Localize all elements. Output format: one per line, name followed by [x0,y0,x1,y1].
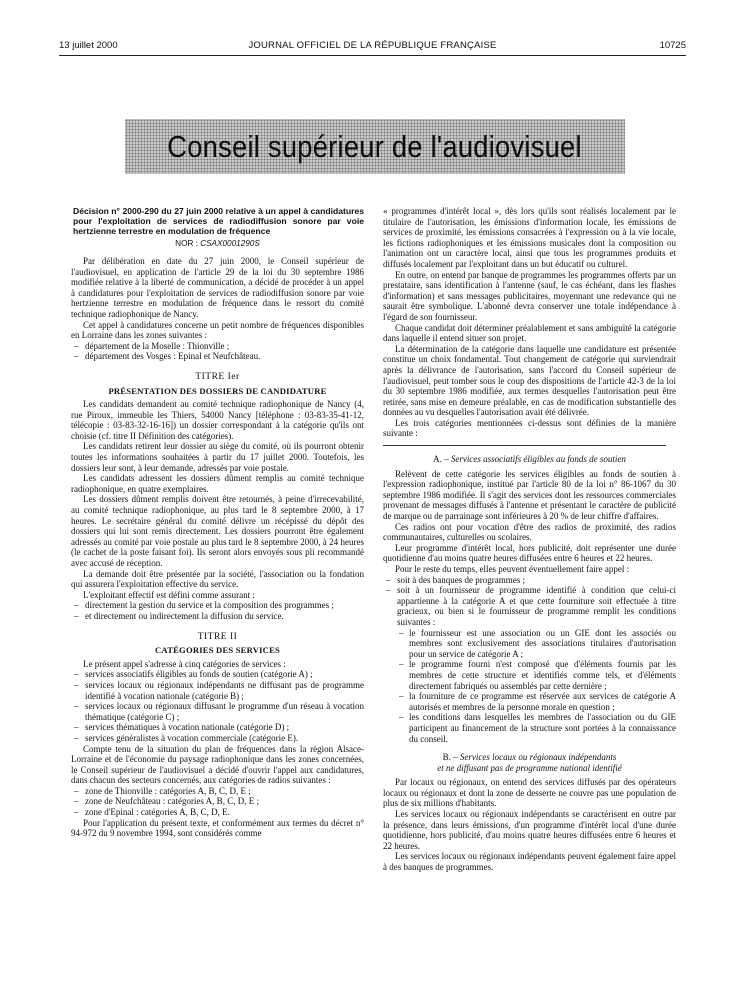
section-a-heading [383,454,676,465]
list-item: – zone de Neufchâteau : catégories A, B, C, D, E ; [71,796,364,807]
nor-reference [71,239,364,250]
body-paragraph: Pour l'application du présent texte, et conformément aux termes du décret n° 94-972 du 9 novembre 1994, sont considérés comme [71,817,364,839]
right-column [383,206,676,873]
running-head [59,40,686,54]
body-paragraph: Le présent appel s'adresse à cinq catégories de services : [83,658,286,669]
list-item: – services locaux ou régionaux diffusant le programme d'un réseau à vocation thématique (catégorie C) ; [71,701,364,722]
section-a-sublist [383,628,676,745]
list-item: – services généralistes à vocation commerciale (catégorie E). [71,733,364,744]
section-a-prefix: A. – [433,454,449,465]
list-item: – services locaux ou régionaux indépendants ne diffusant pas de programme identifié à vocation nationale (catégorie B) ; [71,680,364,701]
page-number: 10725 [659,40,686,51]
zones-list [71,341,364,362]
titre-2-name: CATÉGORIES DES SERVICES [155,645,280,656]
header-rule [59,55,686,56]
decision-title: Décision n° 2000-290 du 27 juin 2000 relative à un appel à candidatures pour l'exploitation de services de radiodiffusion sonore par voie hertzienne terrestre en modulation de fréquence [73,206,364,236]
zone-categories-list [71,786,364,818]
categories-list [71,669,364,743]
banner-title: Conseil supérieur de l'audiovisuel [167,128,583,164]
list-item: – directement la gestion du service et la composition des programmes ; [71,600,364,611]
body-paragraph: Leur programme d'intérêt local, hors publicité, doit représenter une durée quotidienne d'au moins quatre heures diffusées entre 6 heures et 22 heures. [383,542,676,564]
section-a-list [383,575,676,628]
list-item: – soit à un fournisseur de programme identifié à condition que celui-ci appartienne à la catégorie A et que cette fourniture soit effectuée à titre gracieux, ou bien si le fournisseur de programme remplit les conditions suivantes : [383,585,676,627]
journal-title: JOURNAL OFFICIEL DE LA RÉPUBLIQUE FRANÇAISE [248,40,497,51]
issue-date: 13 juillet 2000 [59,40,118,51]
body-paragraph: Les candidats demandent au comité technique radiophonique de Nancy (4, rue Piroux, immeuble les Thiers, 54000 Nancy [téléphone : 03-83-35-41-12, télécopie : 03-83-32-16-16]) un dossier correspondant à la catégorie qu'ils ont choisie (cf. titre II Définition des catégories). [71,399,364,441]
intro-paragraph: Par délibération en date du 27 juin 2000, le Conseil supérieur de l'audiovisuel, en application de l'article 29 de la loi du 30 septembre 1986 modifiée relative à la liberté de communication, a décidé de procéder à un appel à candidatures pour l'exploitation de services de radiodiffusion sonore par voie hertzienne terrestre en modulation de fréquence dans le ressort du comité technique radiophonique de Nancy. [71,255,364,319]
list-item: – la fourniture de ce programme est réservée aux services de catégorie A autorisés et membres de la personne morale en question ; [383,691,676,712]
list-item: – zone d'Epinal : catégories A, B, C, D, E. [71,807,364,818]
body-paragraph: Les candidats adressent les dossiers dûment remplis au comité technique radiophonique, en quatre exemplaires. [71,473,364,494]
body-paragraph: La demande doit être présentée par la société, l'association ou la fondation qui assurera l'exploitation effective du service. [71,568,364,590]
list-item: – soit à des banques de programmes ; [383,575,676,586]
list-item: – et directement ou indirectement la diffusion du service. [71,611,364,622]
body-paragraph: « programmes d'intérêt local », dès lors qu'ils sont réalisés localement par le titulaire de l'autorisation, les émissions d'information locale, les émissions de services de proximité, les émissions consacrées à l'expression ou à la vie locale, les fictions radiophoniques et les émissions musicales dont la composition ou l'animation ont un caractère local, ainsi que tous les programmes produits et diffusés localement par l'exploitant dans un but éducatif ou culturel. [383,206,676,269]
left-column [71,207,364,839]
body-paragraph: Pour le reste du temps, elles peuvent éventuellement faire appel : [395,564,630,574]
body-paragraph: Par locaux ou régionaux, on entend des services diffusés par des opérateurs locaux ou régionaux et dont la zone de desserte ne couvre pas une population de plus de six millions d'habitants. [383,777,676,809]
section-b-prefix: B. – [442,752,458,763]
list-item: – services thématiques à vocation nationale (catégorie D) ; [71,722,364,733]
body-paragraph: En outre, on entend par banque de programmes les programmes offerts par un prestataire, sans identification à l'antenne (sauf, le cas échéant, dans les flashes d'information) et sans messages publicitaires, moyennant une redevance qui ne saurait être symbolique. L'abonné devra conserver une totale indépendance à l'égard de son fournisseur. [383,269,676,322]
body-paragraph: Compte tenu de la situation du plan de fréquences dans la région Alsace-Lorraine et de l'économie du paysage radiophonique dans les zones concernées, le Conseil supérieur de l'audiovisuel a décidé d'ouvrir l'appel aux candidatures, dans chacun des secteurs concernés, aux catégories de radios suivantes : [71,743,364,786]
section-b-title-line2: et ne diffusant pas de programme national identifié [437,762,622,773]
body-paragraph: Les services locaux ou régionaux indépendants peuvent également faire appel à des banques de programmes. [383,851,676,873]
list-item: – département de la Moselle : Thionville ; [71,341,364,352]
list-item: – zone de Thionville : catégories A, B, C, D, E ; [71,786,364,797]
section-rule [383,445,666,446]
exploitant-list [71,600,364,621]
nor-label: NOR : [175,239,198,249]
list-item: – services associatifs éligibles au fonds de soutien (catégorie A) ; [71,669,364,680]
list-item: – département des Vosges : Epinal et Neufchâteau. [71,351,364,362]
list-item: – les conditions dans lesquelles les membres de l'association ou du GIE participent au financement de la structure sont portées à la connaissance du conseil. [383,712,676,744]
body-paragraph: La détermination de la catégorie dans laquelle une candidature est présentée constitue un choix fondamental. Tout changement de catégorie qui surviendrait après la délivrance de l'autorisation, sans l'accord du Conseil supérieur de l'audiovisuel, peut tomber sous le coup des dispositions de l'article 42-3 de la loi du 30 septembre 1986 modifiée, aux termes desquelles l'autorisation peut être retirée, sans mise en demeure préalable, en cas de modification substantielle des données au vu desquelles l'autorisation avait été délivrée. [383,343,676,418]
section-b-heading [383,752,676,773]
body-paragraph: Ces radios ont pour vocation d'être des radios de proximité, des radios communautaires, culturelles ou scolaires. [383,521,676,543]
list-item: – le programme fourni n'est composé que d'éléments fournis par les membres de cette structure et identifiés comme tels, et d'éléments directement fabriqués ou assemblés par cette dernière ; [383,659,676,691]
body-paragraph: Les trois catégories mentionnées ci-dessus sont définies de la manière suivante : [383,417,676,439]
titre-2-number: TITRE II [197,631,238,642]
body-paragraph: Chaque candidat doit déterminer préalablement et sans ambiguïté la catégorie dans laquelle il entend situer son projet. [383,322,676,344]
body-paragraph: Les candidats retirent leur dossier au siège du comité, où ils pourront obtenir toutes les informations souhaitées à partir du 17 juillet 2000. Toutefois, les dossiers leur sont, à leur demande, adressés par voie postale. [71,441,364,473]
section-b-title-line1: Services locaux ou régionaux indépendants [459,752,617,763]
body-paragraph: Les dossiers dûment remplis doivent être retournés, à peine d'irrecevabilité, au comité technique radiophonique, au plus tard le 8 septembre 2000, à 17 heures. Le secrétaire général du comité délivre un récépissé du dépôt des dossiers qui lui sont remis directement. Les dossiers pourront être également adressés au comité par voie postale au plus tard le 8 septembre 2000, à 24 heures (le cachet de la poste faisant foi). Ils seront alors envoyés sous pli recommandé avec accusé de réception. [71,494,364,569]
titre-1-number: TITRE Ier [195,371,240,382]
section-a-title: Services associatifs éligibles au fonds de soutien [450,454,626,465]
titre-1-name: PRÉSENTATION DES DOSSIERS DE CANDIDATURE [108,385,327,396]
section-banner [125,119,625,174]
intro-paragraph: Cet appel à candidatures concerne un petit nombre de fréquences disponibles en Lorraine dans les zones suivantes : [71,319,364,341]
body-paragraph: Relèvent de cette catégorie les services éligibles au fonds de soutien à l'expression radiophonique, institué par l'article 80 de la loi n° 86-1067 du 30 septembre 1986 modifiée. Il s'agit des services dont les ressources commerciales provenant de messages diffusés à l'antenne et présentant le caractère de publicité de marque ou de parrainage sont inférieures à 20 % de leur chiffre d'affaires. [383,468,676,522]
nor-code: CSAX0001290S [200,239,260,249]
list-item: – le fournisseur est une association ou un GIE dont les associés ou membres sont exclusivement des associations titulaires d'autorisation pour un service de catégorie A ; [383,628,676,660]
body-paragraph: Les services locaux ou régionaux indépendants se caractérisent en outre par la présence, dans leurs émissions, d'un programme d'intérêt local d'une durée quotidienne, hors publicité, d'au moins quatre heures diffusées entre 6 heures et 22 heures. [383,809,676,851]
body-paragraph: L'exploitant effectif est défini comme assurant : [83,589,255,600]
